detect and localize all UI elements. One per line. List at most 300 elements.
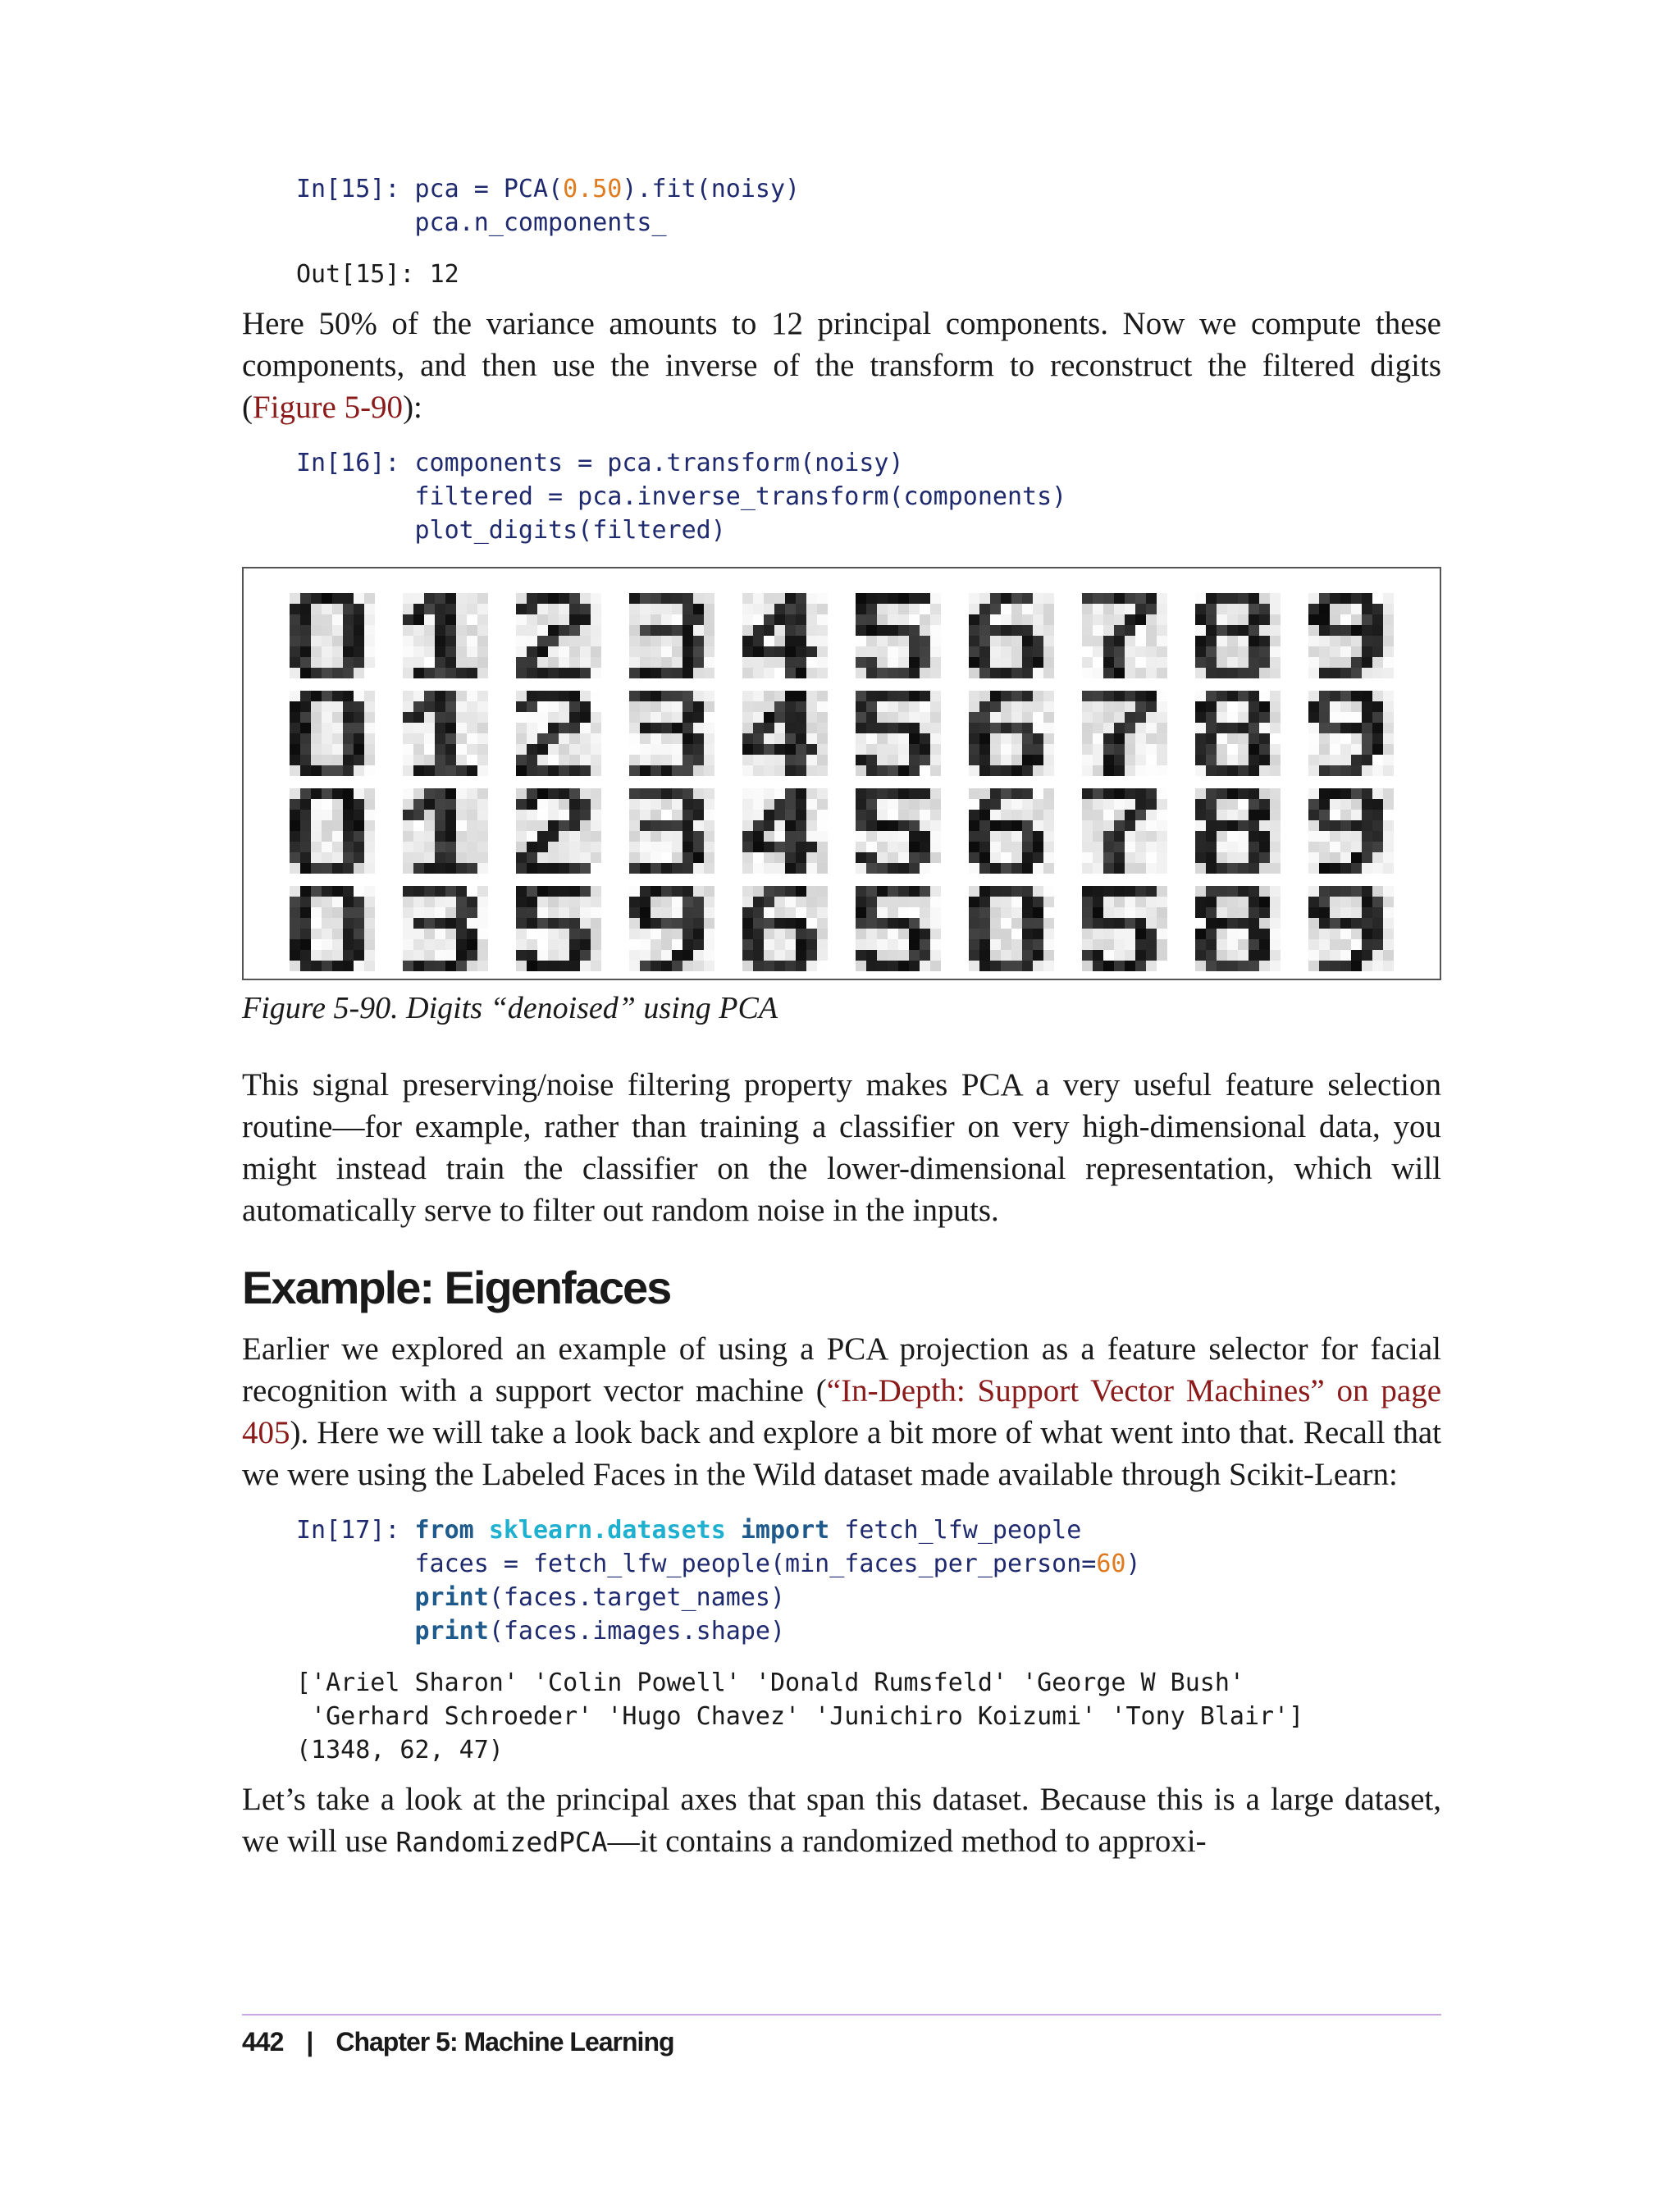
digit-pixel <box>424 820 435 831</box>
digit-pixel <box>445 646 456 657</box>
digit-pixel <box>1259 701 1270 712</box>
digit-pixel <box>1206 712 1217 723</box>
digit-pixel <box>354 646 364 657</box>
digit-pixel <box>753 820 764 831</box>
digit-pixel <box>1330 788 1340 799</box>
digit-pixel <box>1157 646 1167 657</box>
digit-pixel <box>888 755 898 765</box>
digit-pixel <box>969 625 979 636</box>
digit-pixel <box>693 614 704 625</box>
digit-pixel <box>477 744 488 755</box>
digit-pixel <box>1195 636 1206 646</box>
digit-pixel <box>785 646 796 657</box>
digit-pixel <box>456 961 467 971</box>
digit-pixel <box>1082 788 1093 799</box>
digit-pixel <box>467 668 477 678</box>
digit-pixel <box>969 950 979 961</box>
digit-pixel <box>456 604 467 614</box>
digit-pixel <box>537 788 548 799</box>
digit-pixel <box>445 918 456 929</box>
digit-pixel <box>898 939 909 950</box>
digit-pixel <box>1001 593 1011 604</box>
digit-pixel <box>332 712 343 723</box>
digit-pixel <box>1103 744 1114 755</box>
digit-pixel <box>817 831 828 842</box>
digit-pixel <box>1011 712 1022 723</box>
digit-pixel <box>343 918 354 929</box>
figure-5-90 <box>242 567 1441 980</box>
digit-pixel <box>990 852 1001 863</box>
digit-pixel <box>354 636 364 646</box>
digit-pixel <box>516 939 527 950</box>
footer-separator: | <box>306 2027 313 2057</box>
digit-pixel <box>311 863 322 874</box>
digit-pixel <box>1146 950 1157 961</box>
digit-pixel <box>548 691 559 701</box>
figure-link[interactable]: Figure 5-90 <box>253 390 404 425</box>
digit-pixel <box>796 831 806 842</box>
digit-pixel <box>1001 918 1011 929</box>
digit-pixel <box>413 646 424 657</box>
digit-pixel <box>817 939 828 950</box>
digit-pixel <box>1259 852 1270 863</box>
digit-pixel <box>990 712 1001 723</box>
digit-pixel <box>516 907 527 918</box>
digit-pixel <box>930 636 941 646</box>
digit-pixel <box>1362 646 1372 657</box>
digit-pixel <box>764 852 774 863</box>
digit-pixel <box>580 950 591 961</box>
digit-pixel <box>591 810 601 820</box>
digit-pixel <box>290 886 300 897</box>
digit-pixel <box>569 604 580 614</box>
digit-pixel <box>661 863 672 874</box>
digit-pixel <box>343 939 354 950</box>
digit-pixel <box>1195 820 1206 831</box>
digit-pixel <box>1217 820 1227 831</box>
digit-pixel <box>1270 723 1281 733</box>
digit-pixel <box>672 701 682 712</box>
digit-pixel <box>477 842 488 852</box>
digit-pixel <box>537 668 548 678</box>
digit-pixel <box>1135 765 1146 776</box>
digit-pixel <box>1093 755 1103 765</box>
digit-pixel <box>1206 820 1217 831</box>
digit-pixel <box>1238 810 1249 820</box>
digit-pixel <box>1146 788 1157 799</box>
digit-pixel <box>1351 950 1362 961</box>
digit-pixel <box>1082 852 1093 863</box>
digit-pixel <box>640 842 651 852</box>
digit-pixel <box>1082 593 1093 604</box>
digit-pixel <box>764 657 774 668</box>
digit-pixel <box>693 820 704 831</box>
digit-pixel <box>548 604 559 614</box>
digit-pixel <box>629 820 640 831</box>
digit-pixel <box>591 691 601 701</box>
digit-pixel <box>1011 625 1022 636</box>
digit-pixel <box>559 929 569 939</box>
digit-pixel <box>774 691 785 701</box>
code-cell-16 <box>296 446 1441 547</box>
digit-pixel <box>445 657 456 668</box>
digit-pixel <box>979 929 990 939</box>
digit-pixel <box>332 788 343 799</box>
digit-pixel <box>559 886 569 897</box>
digit-pixel <box>672 712 682 723</box>
digit-pixel <box>909 886 920 897</box>
digit-pixel <box>1259 744 1270 755</box>
digit-pixel <box>322 744 332 755</box>
digit-pixel <box>682 765 693 776</box>
digit-pixel <box>1135 604 1146 614</box>
digit-pixel <box>569 646 580 657</box>
digit-pixel <box>413 929 424 939</box>
digit-pixel <box>930 701 941 712</box>
digit-pixel <box>1340 625 1351 636</box>
digit-pixel <box>537 646 548 657</box>
digit-pixel <box>1249 723 1259 733</box>
digit-pixel <box>1351 831 1362 842</box>
digit-pixel <box>1043 842 1054 852</box>
digit-pixel <box>969 646 979 657</box>
digit-pixel <box>332 723 343 733</box>
digit-pixel <box>682 831 693 842</box>
digit-thumbnail <box>1082 886 1167 971</box>
digit-pixel <box>516 712 527 723</box>
digit-pixel <box>1340 614 1351 625</box>
digit-pixel <box>580 918 591 929</box>
digit-pixel <box>1383 852 1394 863</box>
digit-pixel <box>990 897 1001 907</box>
digit-pixel <box>456 614 467 625</box>
digit-pixel <box>1033 907 1043 918</box>
digit-pixel <box>1308 918 1319 929</box>
digit-pixel <box>909 593 920 604</box>
digit-pixel <box>898 961 909 971</box>
digit-pixel <box>354 831 364 842</box>
digit-pixel <box>1011 668 1022 678</box>
digit-pixel <box>877 897 888 907</box>
digit-pixel <box>682 604 693 614</box>
digit-pixel <box>1227 918 1238 929</box>
digit-pixel <box>909 897 920 907</box>
code-module: sklearn.datasets <box>488 1516 726 1545</box>
code-number: 0.50 <box>563 175 623 203</box>
digit-pixel <box>403 712 413 723</box>
code-text: pca.n_components_ <box>414 208 667 237</box>
digit-pixel <box>753 657 764 668</box>
digit-pixel <box>930 668 941 678</box>
digit-pixel <box>969 961 979 971</box>
digit-pixel <box>682 668 693 678</box>
digit-pixel <box>322 691 332 701</box>
digit-pixel <box>909 701 920 712</box>
digit-pixel <box>1270 810 1281 820</box>
digit-pixel <box>1308 712 1319 723</box>
digit-pixel <box>682 701 693 712</box>
digit-pixel <box>682 755 693 765</box>
digit-pixel <box>1043 799 1054 810</box>
digit-pixel <box>979 897 990 907</box>
digit-pixel <box>290 907 300 918</box>
digit-pixel <box>969 842 979 852</box>
digit-pixel <box>1114 820 1125 831</box>
digit-pixel <box>806 625 817 636</box>
digit-pixel <box>1146 744 1157 755</box>
digit-pixel <box>364 950 375 961</box>
digit-pixel <box>1043 810 1054 820</box>
digit-pixel <box>990 886 1001 897</box>
digit-pixel <box>548 593 559 604</box>
digit-pixel <box>354 614 364 625</box>
digit-pixel <box>817 733 828 744</box>
digit-pixel <box>682 625 693 636</box>
digit-pixel <box>1206 765 1217 776</box>
digit-pixel <box>343 668 354 678</box>
digit-pixel <box>1195 668 1206 678</box>
digit-pixel <box>651 691 661 701</box>
digit-pixel <box>1114 636 1125 646</box>
digit-pixel <box>661 723 672 733</box>
digit-pixel <box>877 961 888 971</box>
digit-pixel <box>979 799 990 810</box>
digit-pixel <box>580 646 591 657</box>
digit-pixel <box>1227 810 1238 820</box>
digit-pixel <box>300 593 311 604</box>
digit-pixel <box>1319 636 1330 646</box>
digit-pixel <box>651 657 661 668</box>
digit-pixel <box>537 723 548 733</box>
digit-pixel <box>888 723 898 733</box>
digit-pixel <box>930 625 941 636</box>
digit-pixel <box>413 593 424 604</box>
digit-pixel <box>774 939 785 950</box>
digit-pixel <box>898 820 909 831</box>
footer-rule <box>242 2014 1441 2016</box>
digit-pixel <box>979 636 990 646</box>
digit-pixel <box>1135 712 1146 723</box>
digit-pixel <box>1270 744 1281 755</box>
digit-pixel <box>1001 604 1011 614</box>
digit-pixel <box>979 810 990 820</box>
digit-pixel <box>682 918 693 929</box>
digit-pixel <box>456 842 467 852</box>
digit-pixel <box>785 907 796 918</box>
digit-pixel <box>1011 820 1022 831</box>
digit-pixel <box>1372 852 1383 863</box>
digit-pixel <box>1383 897 1394 907</box>
digit-pixel <box>866 852 877 863</box>
digit-pixel <box>979 961 990 971</box>
digit-pixel <box>661 657 672 668</box>
digit-pixel <box>343 897 354 907</box>
digit-pixel <box>1093 625 1103 636</box>
digit-pixel <box>979 863 990 874</box>
digit-pixel <box>774 842 785 852</box>
digit-pixel <box>796 863 806 874</box>
digit-pixel <box>1011 907 1022 918</box>
digit-pixel <box>311 765 322 776</box>
digit-pixel <box>1011 842 1022 852</box>
digit-pixel <box>1114 852 1125 863</box>
digit-pixel <box>796 625 806 636</box>
digit-pixel <box>413 863 424 874</box>
digit-pixel <box>693 646 704 657</box>
digit-pixel <box>591 614 601 625</box>
digit-pixel <box>591 604 601 614</box>
digit-pixel <box>704 668 714 678</box>
digit-pixel <box>1135 755 1146 765</box>
digit-pixel <box>1043 593 1054 604</box>
digit-pixel <box>322 852 332 863</box>
digit-pixel <box>516 614 527 625</box>
digit-pixel <box>888 765 898 776</box>
digit-pixel <box>424 668 435 678</box>
digit-pixel <box>1308 939 1319 950</box>
digit-pixel <box>1217 907 1227 918</box>
digit-pixel <box>456 657 467 668</box>
digit-pixel <box>403 625 413 636</box>
digit-pixel <box>1238 614 1249 625</box>
digit-pixel <box>1270 918 1281 929</box>
digit-pixel <box>1340 907 1351 918</box>
digit-pixel <box>322 593 332 604</box>
digit-pixel <box>1340 810 1351 820</box>
digit-pixel <box>1308 852 1319 863</box>
digit-pixel <box>1270 939 1281 950</box>
digit-pixel <box>969 668 979 678</box>
digit-pixel <box>742 733 753 744</box>
digit-pixel <box>548 744 559 755</box>
digit-pixel <box>1103 755 1114 765</box>
digit-pixel <box>559 614 569 625</box>
digit-pixel <box>300 712 311 723</box>
digit-pixel <box>774 744 785 755</box>
digit-pixel <box>1319 831 1330 842</box>
digit-pixel <box>343 614 354 625</box>
digit-pixel <box>456 929 467 939</box>
digit-pixel <box>1372 918 1383 929</box>
digit-pixel <box>591 863 601 874</box>
digit-pixel <box>1103 604 1114 614</box>
digit-pixel <box>569 691 580 701</box>
digit-pixel <box>1383 691 1394 701</box>
digit-pixel <box>651 961 661 971</box>
digit-pixel <box>753 755 764 765</box>
digit-thumbnail <box>969 593 1054 678</box>
digit-thumbnail <box>1082 593 1167 678</box>
digit-pixel <box>704 907 714 918</box>
digit-pixel <box>877 918 888 929</box>
digit-pixel <box>898 842 909 852</box>
digit-pixel <box>704 918 714 929</box>
digit-pixel <box>898 593 909 604</box>
digit-pixel <box>898 852 909 863</box>
digit-pixel <box>1319 657 1330 668</box>
digit-pixel <box>1330 604 1340 614</box>
section-heading: Example: Eigenfaces <box>242 1262 671 1313</box>
digit-pixel <box>1082 950 1093 961</box>
digit-pixel <box>591 733 601 744</box>
digit-pixel <box>1001 625 1011 636</box>
digit-pixel <box>569 744 580 755</box>
digit-pixel <box>354 712 364 723</box>
digit-pixel <box>817 625 828 636</box>
digit-pixel <box>979 918 990 929</box>
digit-pixel <box>1206 918 1217 929</box>
digit-pixel <box>559 691 569 701</box>
code-text: plot_digits(filtered) <box>414 516 726 545</box>
digit-pixel <box>1135 723 1146 733</box>
digit-pixel <box>343 712 354 723</box>
digit-pixel <box>548 614 559 625</box>
digit-pixel <box>311 939 322 950</box>
digit-pixel <box>990 820 1001 831</box>
digit-pixel <box>661 593 672 604</box>
digit-pixel <box>979 788 990 799</box>
digit-pixel <box>969 820 979 831</box>
digit-pixel <box>1372 593 1383 604</box>
digit-pixel <box>909 863 920 874</box>
digit-pixel <box>920 604 930 614</box>
digit-pixel <box>332 657 343 668</box>
digit-pixel <box>1259 842 1270 852</box>
digit-pixel <box>866 636 877 646</box>
digit-pixel <box>930 886 941 897</box>
digit-pixel <box>354 788 364 799</box>
digit-pixel <box>1259 657 1270 668</box>
digit-pixel <box>1383 831 1394 842</box>
digit-pixel <box>1249 733 1259 744</box>
digit-pixel <box>364 939 375 950</box>
digit-pixel <box>866 929 877 939</box>
digit-pixel <box>1217 897 1227 907</box>
digit-pixel <box>1135 657 1146 668</box>
digit-pixel <box>403 614 413 625</box>
digit-pixel <box>1093 593 1103 604</box>
digit-pixel <box>1022 907 1033 918</box>
digit-pixel <box>290 950 300 961</box>
digit-pixel <box>817 863 828 874</box>
digit-pixel <box>930 852 941 863</box>
digit-pixel <box>1227 886 1238 897</box>
digit-pixel <box>456 831 467 842</box>
digit-pixel <box>1103 657 1114 668</box>
digit-pixel <box>1114 918 1125 929</box>
paragraph-text: Let’s take a look at the principal axes that span this dataset. Because this is a large dataset, we will use <box>242 1782 1441 1859</box>
digit-pixel <box>300 939 311 950</box>
digit-pixel <box>693 636 704 646</box>
digit-pixel <box>1330 755 1340 765</box>
digit-pixel <box>311 852 322 863</box>
digit-pixel <box>629 755 640 765</box>
digit-pixel <box>817 646 828 657</box>
digit-pixel <box>1227 755 1238 765</box>
digit-pixel <box>1125 744 1135 755</box>
digit-pixel <box>979 755 990 765</box>
digit-pixel <box>1146 863 1157 874</box>
digit-pixel <box>990 907 1001 918</box>
digit-pixel <box>364 733 375 744</box>
digit-pixel <box>764 625 774 636</box>
digit-pixel <box>930 842 941 852</box>
cross-reference-link[interactable]: “In-Depth: Support Vector Machines” on page 405 <box>242 1373 1442 1450</box>
digit-pixel <box>364 810 375 820</box>
digit-pixel <box>704 863 714 874</box>
digit-pixel <box>548 668 559 678</box>
digit-pixel <box>580 765 591 776</box>
